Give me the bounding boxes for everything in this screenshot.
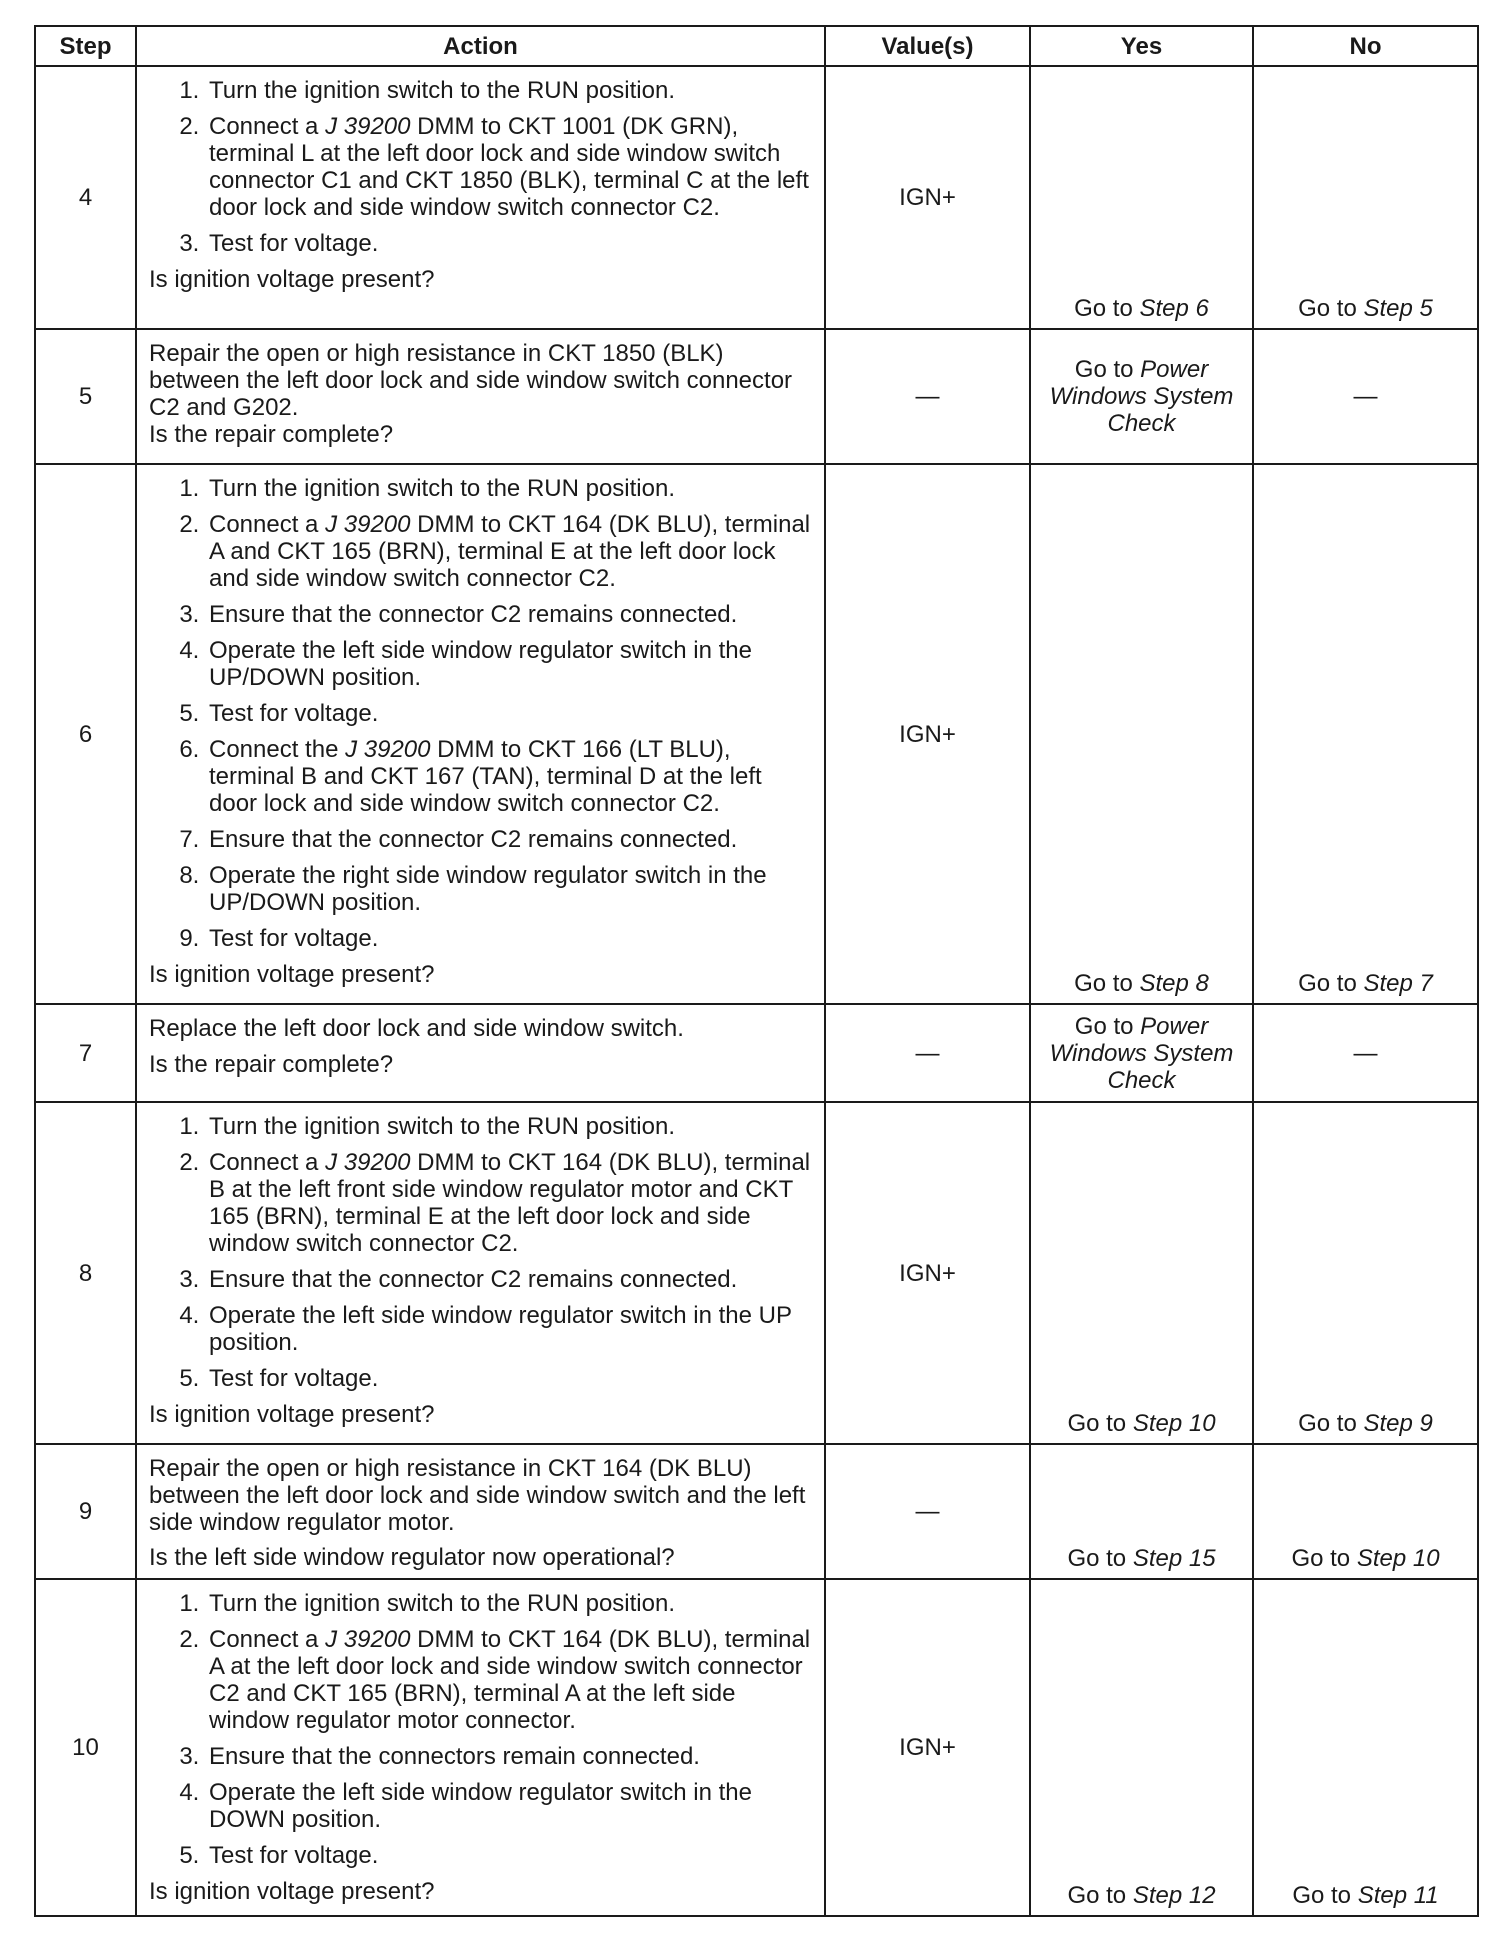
step-6-row bbox=[35, 464, 1478, 1004]
step-8-row bbox=[35, 1102, 1478, 1444]
action-cell bbox=[136, 329, 825, 464]
tool-ref: J 39200 bbox=[325, 511, 411, 538]
question-text: Is the repair complete? bbox=[149, 1051, 394, 1078]
yes-cell: Go to Step 8 bbox=[1030, 464, 1253, 1004]
tool-ref: J 39200 bbox=[325, 1626, 411, 1653]
procedure-link[interactable]: Power Windows System Check bbox=[1049, 356, 1234, 437]
no-cell: — bbox=[1253, 1004, 1478, 1102]
step-link[interactable]: Step 7 bbox=[1363, 970, 1433, 997]
step-number: 9 bbox=[35, 1444, 136, 1579]
step-link[interactable]: Step 10 bbox=[1356, 1545, 1440, 1572]
yes-cell: Go to Step 6 bbox=[1030, 66, 1253, 329]
question-text: Is the repair complete? bbox=[149, 421, 394, 448]
action-steps bbox=[149, 1113, 814, 1392]
step-number: 6 bbox=[35, 464, 136, 1004]
step-link[interactable]: Step 5 bbox=[1363, 295, 1433, 322]
action-step: 8. Operate the right side window regulator switch in the UP/DOWN position. bbox=[206, 862, 814, 916]
step-link[interactable]: Step 10 bbox=[1132, 1410, 1216, 1437]
value-cell: — bbox=[825, 1004, 1030, 1102]
header-step: Step bbox=[35, 26, 136, 66]
yes-cell: Go to Step 10 bbox=[1030, 1102, 1253, 1444]
header-row bbox=[35, 26, 1478, 66]
step-10-row bbox=[35, 1579, 1478, 1916]
action-step: 1. Turn the ignition switch to the RUN position. bbox=[206, 475, 814, 502]
value-cell: IGN+ bbox=[825, 1102, 1030, 1444]
header-yes: Yes bbox=[1030, 26, 1253, 66]
tool-ref: J 39200 bbox=[325, 113, 411, 140]
action-step: 6. Connect the J 39200 DMM to CKT 166 (LT BLU), terminal B and CKT 167 (TAN), terminal D at the left door lock and side window switch connector C2. bbox=[206, 736, 814, 817]
value-cell: IGN+ bbox=[825, 464, 1030, 1004]
no-cell: Go to Step 10 bbox=[1253, 1444, 1478, 1579]
action-step: 4. Operate the left side window regulator switch in the DOWN position. bbox=[206, 1779, 814, 1833]
action-step: 5. Test for voltage. bbox=[206, 1365, 814, 1392]
step-number: 8 bbox=[35, 1102, 136, 1444]
action-cell bbox=[136, 464, 825, 1004]
diagnostic-table bbox=[34, 25, 1479, 1917]
step-number: 7 bbox=[35, 1004, 136, 1102]
action-step: 3. Ensure that the connector C2 remains connected. bbox=[206, 601, 814, 628]
value-cell: IGN+ bbox=[825, 66, 1030, 329]
step-number: 10 bbox=[35, 1579, 136, 1916]
yes-cell: Go to Power Windows System Check bbox=[1030, 1004, 1253, 1102]
step-number: 5 bbox=[35, 329, 136, 464]
step-link[interactable]: Step 12 bbox=[1132, 1882, 1216, 1909]
action-step: 3. Ensure that the connectors remain connected. bbox=[206, 1743, 814, 1770]
action-step: 7. Ensure that the connector C2 remains connected. bbox=[206, 826, 814, 853]
no-cell: Go to Step 9 bbox=[1253, 1102, 1478, 1444]
header-values: Value(s) bbox=[825, 26, 1030, 66]
no-cell: — bbox=[1253, 329, 1478, 464]
step-link[interactable]: Step 8 bbox=[1139, 970, 1209, 997]
question-text: Is ignition voltage present? bbox=[149, 1401, 435, 1428]
question-text: Is ignition voltage present? bbox=[149, 266, 435, 293]
action-text: Repair the open or high resistance in CKT 164 (DK BLU) between the left door lock and side window switch and the left side window regulator motor. bbox=[149, 1455, 806, 1536]
question-text: Is ignition voltage present? bbox=[149, 1878, 435, 1905]
step-7-row bbox=[35, 1004, 1478, 1102]
action-text: Repair the open or high resistance in CKT 1850 (BLK) between the left door lock and side window switch connector C2 and G202. bbox=[149, 340, 793, 421]
action-cell bbox=[136, 1579, 825, 1916]
header-action: Action bbox=[136, 26, 825, 66]
tool-ref: J 39200 bbox=[345, 736, 431, 763]
yes-cell: Go to Power Windows System Check bbox=[1030, 329, 1253, 464]
action-step: 9. Test for voltage. bbox=[206, 925, 814, 952]
value-cell: — bbox=[825, 1444, 1030, 1579]
no-cell: Go to Step 7 bbox=[1253, 464, 1478, 1004]
action-cell bbox=[136, 66, 825, 329]
step-4-row bbox=[35, 66, 1478, 329]
step-link[interactable]: Step 15 bbox=[1132, 1545, 1216, 1572]
action-step: 2. Connect a J 39200 DMM to CKT 1001 (DK GRN), terminal L at the left door lock and side window switch connector C1 and CKT 1850 (BLK), terminal C at the left door lock and side window switch connector C2. bbox=[206, 113, 814, 221]
action-text: Replace the left door lock and side window switch. bbox=[149, 1015, 684, 1042]
action-step: 1. Turn the ignition switch to the RUN position. bbox=[206, 1590, 814, 1617]
action-step: 4. Operate the left side window regulator switch in the UP/DOWN position. bbox=[206, 637, 814, 691]
step-9-row bbox=[35, 1444, 1478, 1579]
step-number: 4 bbox=[35, 66, 136, 329]
action-step: 2. Connect a J 39200 DMM to CKT 164 (DK BLU), terminal B at the left front side window regulator motor and CKT 165 (BRN), terminal E at the left door lock and side window switch connector C2. bbox=[206, 1149, 814, 1257]
action-steps bbox=[149, 77, 814, 257]
step-5-row bbox=[35, 329, 1478, 464]
value-cell: — bbox=[825, 329, 1030, 464]
action-step: 2. Connect a J 39200 DMM to CKT 164 (DK BLU), terminal A and CKT 165 (BRN), terminal E at the left door lock and side window switch connector C2. bbox=[206, 511, 814, 592]
yes-cell: Go to Step 12 bbox=[1030, 1579, 1253, 1916]
value-cell: IGN+ bbox=[825, 1579, 1030, 1916]
action-step: 1. Turn the ignition switch to the RUN position. bbox=[206, 1113, 814, 1140]
action-step: 4. Operate the left side window regulator switch in the UP position. bbox=[206, 1302, 814, 1356]
action-step: 3. Ensure that the connector C2 remains connected. bbox=[206, 1266, 814, 1293]
step-link[interactable]: Step 6 bbox=[1139, 295, 1209, 322]
yes-cell: Go to Step 15 bbox=[1030, 1444, 1253, 1579]
header-no: No bbox=[1253, 26, 1478, 66]
step-link[interactable]: Step 9 bbox=[1363, 1410, 1433, 1437]
action-step: 2. Connect a J 39200 DMM to CKT 164 (DK BLU), terminal A at the left door lock and side window switch connector C2 and CKT 165 (BRN), terminal A at the left side window regulator motor connector. bbox=[206, 1626, 814, 1734]
action-step: 5. Test for voltage. bbox=[206, 700, 814, 727]
procedure-link[interactable]: Power Windows System Check bbox=[1049, 1012, 1234, 1094]
question-text: Is the left side window regulator now operational? bbox=[149, 1544, 675, 1571]
tool-ref: J 39200 bbox=[325, 1149, 411, 1176]
step-link[interactable]: Step 11 bbox=[1357, 1882, 1439, 1909]
action-steps bbox=[149, 1590, 814, 1869]
action-steps bbox=[149, 475, 814, 952]
action-step: 1. Turn the ignition switch to the RUN position. bbox=[206, 77, 814, 104]
action-cell bbox=[136, 1004, 825, 1102]
no-cell: Go to Step 11 bbox=[1253, 1579, 1478, 1916]
action-cell bbox=[136, 1102, 825, 1444]
no-cell: Go to Step 5 bbox=[1253, 66, 1478, 329]
action-cell bbox=[136, 1444, 825, 1579]
action-step: 3. Test for voltage. bbox=[206, 230, 814, 257]
question-text: Is ignition voltage present? bbox=[149, 961, 435, 988]
action-step: 5. Test for voltage. bbox=[206, 1842, 814, 1869]
